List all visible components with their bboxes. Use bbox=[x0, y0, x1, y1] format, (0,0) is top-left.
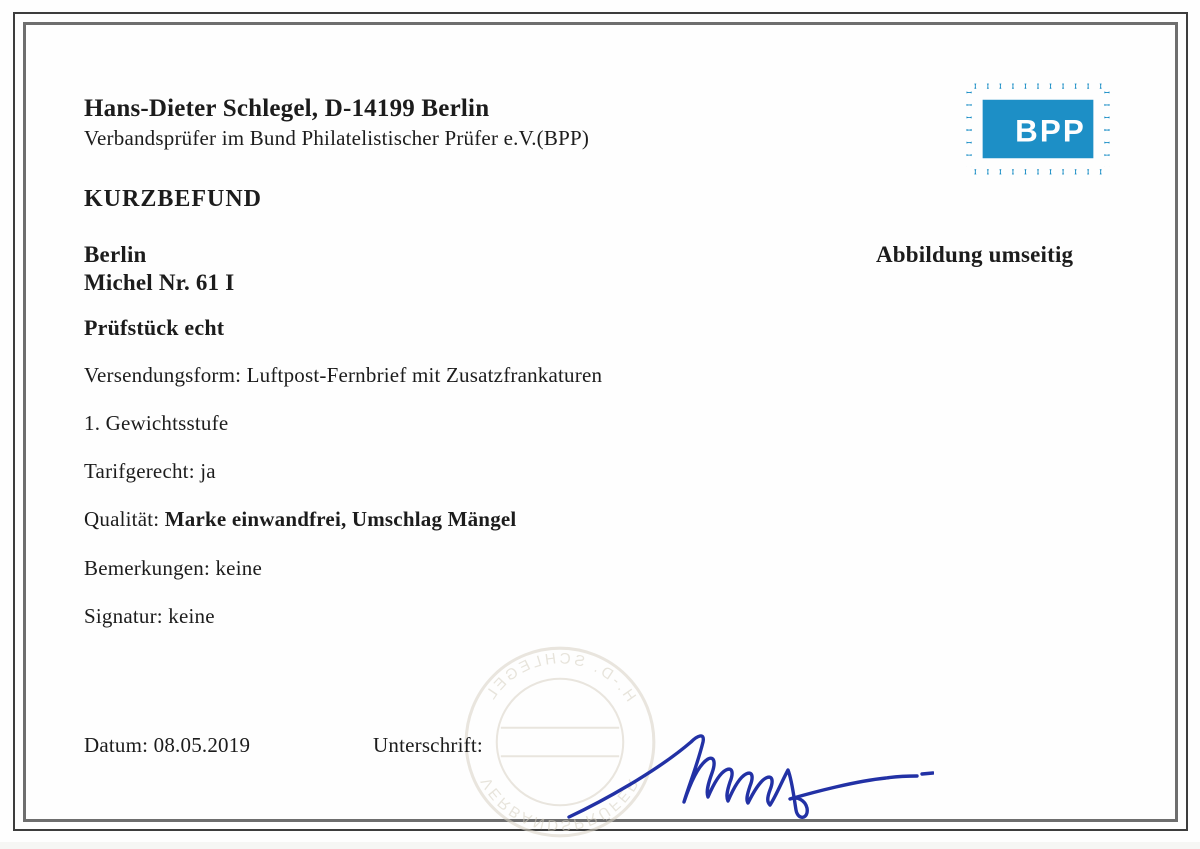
tariff-value: ja bbox=[200, 459, 216, 483]
verdict: Prüfstück echt bbox=[84, 315, 225, 340]
seal-bottom-text: VERBANDSPRÜFER bbox=[477, 774, 643, 834]
examiner-name: Hans-Dieter Schlegel, D-14199 Berlin bbox=[84, 95, 490, 122]
quality-line bbox=[84, 507, 516, 532]
handwritten-signature-label: Unterschrift: bbox=[373, 733, 483, 757]
examiner-role: Verbandsprüfer im Bund Philatelistischer Prüfer e.V.(BPP) bbox=[84, 126, 590, 150]
subject-catalog-number: Michel Nr. 61 I bbox=[84, 270, 235, 295]
handwritten-signature bbox=[556, 714, 934, 826]
date-line bbox=[84, 733, 250, 758]
prior-signature-line bbox=[84, 604, 215, 629]
bpp-logo-text: BPP bbox=[1015, 113, 1086, 149]
certificate-title: KURZBEFUND bbox=[84, 186, 263, 212]
date-value: 08.05.2019 bbox=[153, 733, 251, 757]
bpp-stamp-icon bbox=[962, 82, 1114, 176]
date-label: Datum: bbox=[84, 733, 154, 757]
image-note: Abbildung umseitig bbox=[876, 242, 1074, 267]
quality-value: Marke einwandfrei, Umschlag Mängel bbox=[164, 507, 517, 531]
quality-label: Qualität: bbox=[84, 507, 165, 531]
dispatch-form-value: Luftpost-Fernbrief mit Zusatzfrankaturen bbox=[246, 363, 603, 387]
subject-region: Berlin bbox=[84, 242, 147, 267]
weight-class-line: 1. Gewichtsstufe bbox=[84, 411, 229, 435]
prior-signature-value: keine bbox=[168, 604, 215, 628]
seal-top-text: H.-D. SCHLEGEL bbox=[480, 650, 639, 705]
remarks-value: keine bbox=[215, 556, 262, 580]
dispatch-form-line bbox=[84, 363, 602, 388]
signature-ink-icon bbox=[556, 714, 934, 826]
bpp-logo bbox=[962, 82, 1114, 176]
dispatch-form-label: Versendungsform: bbox=[84, 363, 247, 387]
tariff-label: Tarifgerecht: bbox=[84, 459, 201, 483]
remarks-line bbox=[84, 556, 262, 581]
tariff-line bbox=[84, 459, 216, 484]
remarks-label: Bemerkungen: bbox=[84, 556, 216, 580]
svg-text:H.-D. SCHLEGEL bbox=[481, 650, 639, 705]
prior-signature-label: Signatur: bbox=[84, 604, 169, 628]
